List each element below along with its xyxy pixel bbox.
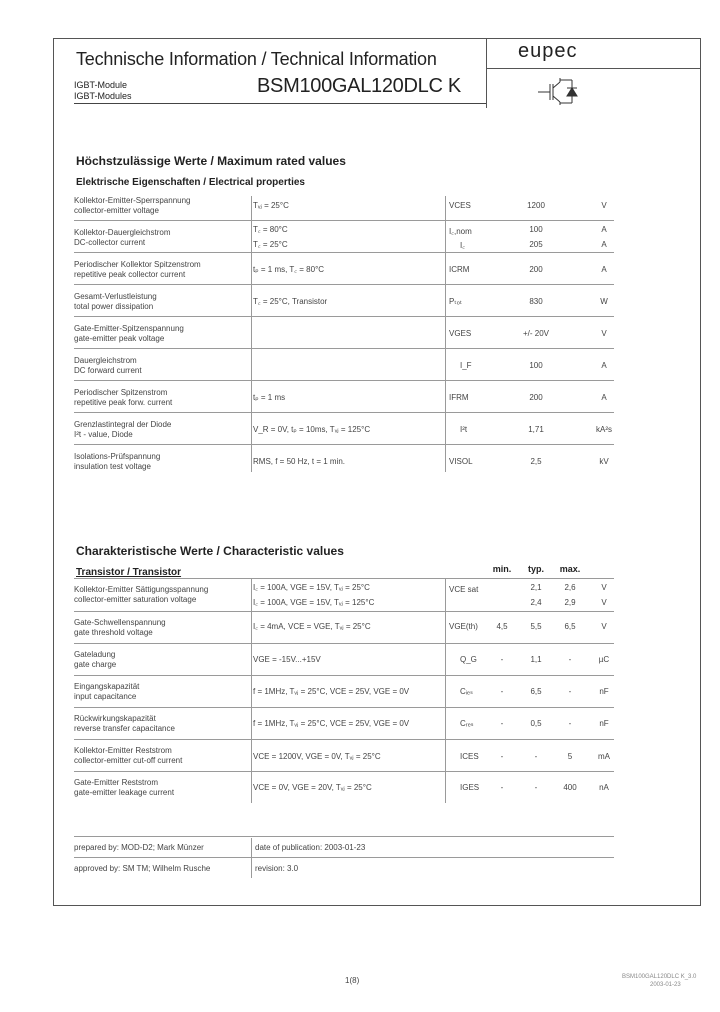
table-row-rule xyxy=(74,444,614,445)
param-unit: V xyxy=(601,598,607,607)
param-condition: Tᵥⱼ = 25°C xyxy=(253,201,289,210)
param-symbol: I꜀ xyxy=(460,241,465,250)
param-typ: 2,4 xyxy=(530,598,542,607)
page-number: 1(8) xyxy=(345,976,360,985)
param-label: Gate-Emitter-Spitzenspannung gate-emitter peak voltage xyxy=(74,324,184,343)
table-row-rule xyxy=(74,643,614,644)
doc-id: BSM100GAL120DLC K_3.0 xyxy=(622,974,697,980)
param-condition: tₚ = 1 ms, T꜀ = 80°C xyxy=(253,265,325,274)
param-condition: f = 1MHz, Tᵥⱼ = 25°C, VCE = 25V, VGE = 0V xyxy=(253,719,410,728)
table-row-rule xyxy=(74,707,614,708)
param-unit: A xyxy=(601,361,607,370)
param-value: 830 xyxy=(529,297,543,306)
prepared-by: prepared by: MOD-D2; Mark Münzer xyxy=(74,843,204,852)
param-typ: 6,5 xyxy=(530,687,542,696)
transistor-subtitle: Transistor / Transistor xyxy=(76,567,182,578)
param-label: Gesamt-Verlustleistung total power dissipation xyxy=(74,292,157,311)
param-min: - xyxy=(500,719,504,728)
part-number: BSM100GAL120DLC K xyxy=(257,75,461,97)
param-value: 100 xyxy=(529,225,543,234)
param-symbol: I_F xyxy=(460,361,472,370)
table-row-rule xyxy=(74,380,614,381)
igbt-diode-symbol-icon xyxy=(536,76,582,106)
table-column-rule xyxy=(445,196,446,472)
param-symbol: VGES xyxy=(449,329,472,338)
param-unit: mA xyxy=(598,752,610,761)
table-row-rule xyxy=(74,675,614,676)
param-max: - xyxy=(568,655,572,664)
param-max: 400 xyxy=(563,783,577,792)
doc-date: 2003-01-23 xyxy=(650,982,681,988)
param-label: Grenzlastintegral der Diode I²t - value, Diode xyxy=(74,420,172,439)
param-symbol: VISOL xyxy=(449,457,473,466)
param-max: 2,9 xyxy=(564,598,576,607)
page-frame xyxy=(53,38,701,906)
param-condition: I꜀ = 100A, VGE = 15V, Tᵥⱼ = 25°C xyxy=(253,583,370,592)
electrical-properties-subtitle: Elektrische Eigenschaften / Electrical properties xyxy=(76,177,305,188)
param-value: 2,5 xyxy=(530,457,542,466)
param-max: - xyxy=(568,687,572,696)
param-typ: - xyxy=(534,752,538,761)
param-condition: I꜀ = 100A, VGE = 15V, Tᵥⱼ = 125°C xyxy=(253,598,375,607)
param-min: - xyxy=(500,687,504,696)
param-value: 200 xyxy=(529,393,543,402)
logo-divider xyxy=(486,68,701,69)
param-symbol: Cᵢₑₛ xyxy=(460,687,473,696)
param-unit: nF xyxy=(599,719,609,728)
param-typ: 0,5 xyxy=(530,719,542,728)
param-label: Periodischer Kollektor Spitzenstrom repetitive peak collector current xyxy=(74,260,201,279)
column-header-min: min. xyxy=(492,564,512,574)
param-label: Kollektor-Emitter-Sperrspannung collector-emitter voltage xyxy=(74,196,191,215)
param-max: 2,6 xyxy=(564,583,576,592)
footer-rule xyxy=(74,857,614,858)
footer-rule xyxy=(74,836,614,837)
logo-box-border xyxy=(486,38,487,108)
param-unit: V xyxy=(601,201,607,210)
param-max: 6,5 xyxy=(564,622,576,631)
param-value: 1200 xyxy=(527,201,545,210)
param-unit: A xyxy=(601,393,607,402)
param-typ: - xyxy=(534,783,538,792)
param-unit: nA xyxy=(599,783,609,792)
param-symbol: ICES xyxy=(460,752,479,761)
param-value: +/- 20V xyxy=(522,329,549,338)
table-row-rule xyxy=(74,252,614,253)
param-value: 1,71 xyxy=(528,425,544,434)
param-label: Rückwirkungskapazität reverse transfer capacitance xyxy=(74,714,175,733)
param-label: Gate-Emitter Reststrom gate-emitter leakage current xyxy=(74,778,175,797)
param-label: Kollektor-Emitter Sättigungsspannung collector-emitter saturation voltage xyxy=(74,585,209,604)
param-label: Gateladung gate charge xyxy=(74,650,117,669)
company-logo: eupec xyxy=(518,40,578,62)
param-unit: V xyxy=(601,329,607,338)
table-row-rule xyxy=(74,771,614,772)
param-unit: A xyxy=(601,240,607,249)
param-min: - xyxy=(500,655,504,664)
table-row-rule xyxy=(74,316,614,317)
footer-column-rule xyxy=(251,838,252,878)
param-condition: VCE = 0V, VGE = 20V, Tᵥⱼ = 25°C xyxy=(253,783,372,792)
param-typ: 2,1 xyxy=(530,583,542,592)
param-min: - xyxy=(500,752,504,761)
param-symbol: VCES xyxy=(449,201,471,210)
revision: revision: 3.0 xyxy=(255,864,299,873)
param-unit: nF xyxy=(599,687,609,696)
table-row-rule xyxy=(74,348,614,349)
param-label: Kollektor-Emitter Reststrom collector-emitter cut-off current xyxy=(74,746,183,765)
characteristic-values-title: Charakteristische Werte / Characteristic values xyxy=(76,544,344,558)
param-label: Dauergleichstrom DC forward current xyxy=(74,356,142,375)
param-unit: V xyxy=(601,583,607,592)
param-symbol: Q_G xyxy=(460,655,477,664)
table-row-rule xyxy=(74,284,614,285)
table-column-rule xyxy=(251,196,252,472)
column-header-max: max. xyxy=(559,564,581,574)
param-condition: T꜀ = 25°C xyxy=(253,240,288,249)
document-title: Technische Information / Technical Information xyxy=(76,49,437,69)
param-min: - xyxy=(500,783,504,792)
param-symbol: ICRM xyxy=(449,265,470,274)
module-type-en: IGBT-Modules xyxy=(74,91,132,101)
header-divider xyxy=(74,103,486,104)
param-typ: 1,1 xyxy=(530,655,542,664)
param-symbol: VGE(th) xyxy=(449,622,478,631)
table-row-rule xyxy=(74,220,614,221)
module-type-de: IGBT-Module xyxy=(74,80,128,90)
param-unit: µC xyxy=(598,655,610,664)
param-unit: kV xyxy=(599,457,609,466)
param-condition: T꜀ = 80°C xyxy=(253,225,288,234)
param-typ: 5,5 xyxy=(530,622,542,631)
param-condition: VGE = -15V...+15V xyxy=(253,655,321,664)
param-condition: RMS, f = 50 Hz, t = 1 min. xyxy=(253,457,346,466)
param-condition: I꜀ = 4mA, VCE = VGE, Tᵥⱼ = 25°C xyxy=(253,622,371,631)
param-min: 4,5 xyxy=(496,622,508,631)
param-value: 100 xyxy=(529,361,543,370)
param-symbol: IFRM xyxy=(449,393,469,402)
param-value: 200 xyxy=(529,265,543,274)
param-symbol: I꜀,nom xyxy=(449,227,472,236)
param-condition: tₚ = 1 ms xyxy=(253,393,286,402)
param-symbol: VCE sat xyxy=(449,585,479,594)
param-max: 5 xyxy=(567,752,573,761)
param-condition: f = 1MHz, Tᵥⱼ = 25°C, VCE = 25V, VGE = 0V xyxy=(253,687,410,696)
param-max: - xyxy=(568,719,572,728)
table-row-rule xyxy=(74,578,614,579)
param-unit: A xyxy=(601,265,607,274)
date-of-publication: date of publication: 2003-01-23 xyxy=(255,843,366,852)
param-condition: T꜀ = 25°C, Transistor xyxy=(253,297,328,306)
param-unit: W xyxy=(600,297,608,306)
param-unit: A xyxy=(601,225,607,234)
param-condition: VCE = 1200V, VGE = 0V, Tᵥⱼ = 25°C xyxy=(253,752,381,761)
param-symbol: IGES xyxy=(460,783,480,792)
param-label: Kollektor-Dauergleichstrom DC-collector current xyxy=(74,228,171,247)
max-rated-title: Höchstzulässige Werte / Maximum rated values xyxy=(76,154,346,168)
approved-by: approved by: SM TM; Wilhelm Rusche xyxy=(74,864,211,873)
param-label: Isolations-Prüfspannung insulation test voltage xyxy=(74,452,161,471)
param-symbol: I²t xyxy=(460,425,468,434)
table-row-rule xyxy=(74,412,614,413)
param-condition: V_R = 0V, tₚ = 10ms, Tᵥⱼ = 125°C xyxy=(253,425,371,434)
param-label: Eingangskapazität input capacitance xyxy=(74,682,140,701)
table-row-rule xyxy=(74,611,614,612)
table-row-rule xyxy=(74,739,614,740)
param-symbol: Pₜₒₜ xyxy=(449,297,463,306)
param-label: Gate-Schwellenspannung gate threshold voltage xyxy=(74,618,166,637)
param-unit: V xyxy=(601,622,607,631)
param-symbol: Cᵣₑₛ xyxy=(460,719,474,728)
param-unit: kA²s xyxy=(596,425,612,434)
param-label: Periodischer Spitzenstrom repetitive peak forw. current xyxy=(74,388,173,407)
column-header-typ: typ. xyxy=(527,564,544,574)
param-value: 205 xyxy=(529,240,543,249)
